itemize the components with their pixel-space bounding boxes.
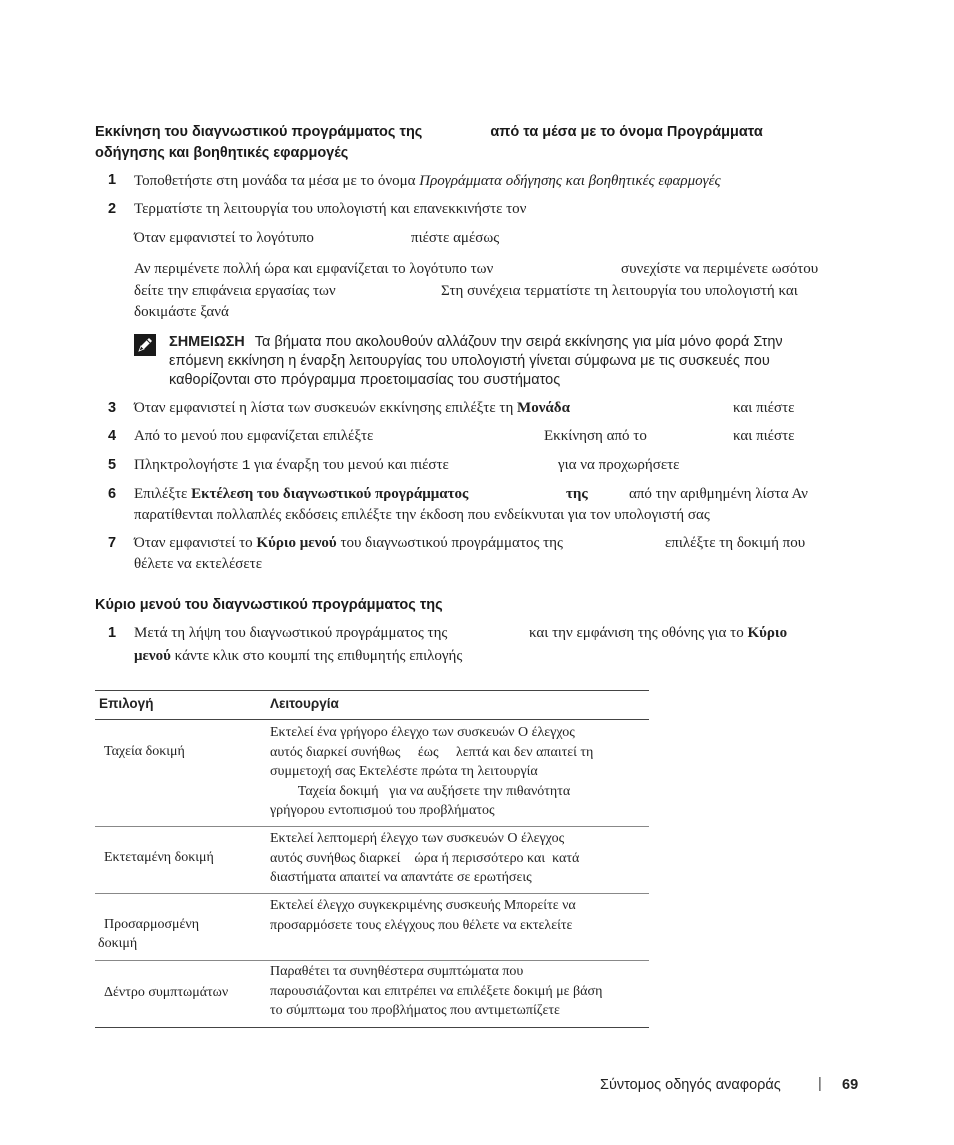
wait-instruction-b: συνεχίστε να περιμένετε ωσότου — [621, 261, 819, 277]
heading-part-2: από τα μέσα με το όνομα Προγράμματα — [490, 124, 763, 140]
step-text-bold2 — [566, 484, 588, 505]
table-row-rule — [95, 893, 649, 894]
description-line: αυτός διαρκεί συνήθως έως λεπτά και δεν απαιτεί τη — [270, 744, 594, 760]
step-text: Τερματίστε τη λειτουργία του υπολογιστή και επανεκκινήστε τον — [134, 201, 527, 217]
table-row-rule — [95, 960, 649, 961]
table-top-rule — [95, 690, 649, 691]
description-line: παρουσιάζονται και επιτρέπει να επιλέξετε δοκιμή με βάση — [270, 983, 603, 999]
footer-separator: | — [818, 1076, 822, 1092]
step-text-bold: μενού — [134, 648, 171, 664]
step-text-part: Επιλέξτε — [134, 486, 192, 502]
note-pencil-icon — [134, 334, 156, 356]
description-line: Ταχεία δοκιμή για να αυξήσετε την πιθανότητα — [270, 783, 571, 799]
description-line: προσαρμόσετε τους ελέγχους που θέλετε να εκτελείτε — [270, 917, 573, 933]
step-text-part: Όταν εμφανιστεί το — [134, 535, 257, 551]
step-text-end: και πιέστε — [733, 400, 795, 416]
table-row-option: Δέντρο συμπτωμάτων — [104, 985, 229, 1000]
step-text: Μετά τη λήψη του διαγνωστικού προγράμματος της — [134, 625, 448, 641]
table-row-option: Εκτεταμένη δοκιμή — [104, 850, 214, 865]
step-text-end: από την αριθμημένη λίστα Αν — [629, 486, 808, 502]
step-number: 5 — [108, 457, 117, 473]
table-header-option: Επιλογή — [99, 696, 154, 711]
step-text-line2 — [134, 646, 462, 667]
table-row-option-line2: δοκιμή — [98, 936, 138, 951]
step-text-part: Τοποθετήστε στη μονάδα τα μέσα με το όνομα — [134, 173, 420, 189]
logo-instruction-b: πιέστε αμέσως — [411, 230, 500, 246]
table-bottom-rule — [95, 1027, 649, 1028]
step-text — [134, 171, 721, 192]
step-text-mid — [529, 623, 787, 644]
step-number: 6 — [108, 486, 117, 502]
step-text — [134, 484, 468, 505]
table-row-option: Προσαρμοσμένη — [104, 917, 200, 932]
step-text-key: 1 — [241, 458, 251, 474]
step-text — [134, 533, 563, 554]
step-text-line2: θέλετε να εκτελέσετε — [134, 556, 262, 572]
step-text-mid: Εκκίνηση από το — [544, 428, 647, 444]
step-text-bold: της — [566, 486, 588, 502]
step-number: 4 — [108, 428, 117, 444]
description-line: Παραθέτει τα συνηθέστερα συμπτώματα που — [270, 964, 524, 979]
step-number: 3 — [108, 400, 117, 416]
step-text-part: κάντε κλικ στο κουμπί της επιθυμητής επιλογής — [170, 648, 463, 664]
step-text-part: για έναρξη του μενού και πιέστε — [250, 457, 449, 473]
table-row-rule — [95, 826, 649, 827]
step-text-bold: Κύριο μενού — [256, 535, 337, 551]
table-row-description — [270, 962, 602, 1021]
step-text-bold: Εκτέλεση του διαγνωστικού προγράμματος — [191, 486, 469, 502]
table-row-description — [270, 829, 579, 888]
wait-instruction-a: Αν περιμένετε πολλή ώρα και εμφανίζεται το λογότυπο των — [134, 261, 494, 277]
description-line: Εκτελεί ένα γρήγορο έλεγχο των συσκευών Ο έλεγχος — [270, 725, 575, 740]
description-line: Εκτελεί έλεγχο συγκεκριμένης συσκευής Μπορείτε να — [270, 898, 576, 913]
step-number: 7 — [108, 535, 117, 551]
wait-instruction-d: Στη συνέχεια τερματίστε τη λειτουργία του υπολογιστή και — [441, 283, 798, 299]
footer-title: Σύντομος οδηγός αναφοράς — [600, 1077, 781, 1093]
step-text-italic: Προγράμματα οδήγησης και βοηθητικές εφαρμογές — [419, 173, 721, 189]
section-heading — [95, 122, 763, 164]
wait-instruction-e: δοκιμάστε ξανά — [134, 304, 229, 320]
step-text-bold: Μονάδα — [517, 400, 570, 416]
step-text-end: και πιέστε — [733, 428, 795, 444]
step-text-end: επιλέξτε τη δοκιμή που — [665, 535, 806, 551]
step-text-end: για να προχωρήσετε — [558, 457, 680, 473]
step-text — [134, 455, 449, 477]
step-text-part: Πληκτρολογήστε — [134, 457, 242, 473]
note-text-1: Τα βήματα που ακολουθούν αλλάζουν την σειρά εκκίνησης για μία μόνο φορά Στην — [254, 334, 783, 350]
step-number: 2 — [108, 201, 117, 217]
step-number: 1 — [108, 625, 117, 641]
logo-instruction-a: Όταν εμφανιστεί το λογότυπο — [134, 230, 314, 246]
table-row-description — [270, 723, 593, 821]
heading-part-3: οδήγησης και βοηθητικές εφαρμογές — [95, 145, 349, 161]
table-header-function: Λειτουργία — [270, 696, 339, 711]
table-row-option: Ταχεία δοκιμή — [104, 744, 185, 759]
section2-heading: Κύριο μενού του διαγνωστικού προγράμματος της — [95, 597, 443, 613]
step-text-part: του διαγνωστικού προγράμματος της — [336, 535, 563, 551]
step-text-part: και την εμφάνιση της οθόνης για το — [529, 625, 748, 641]
note-line-1 — [169, 333, 783, 352]
description-line: Εκτελεί λεπτομερή έλεγχο των συσκευών Ο έλεγχος — [270, 831, 565, 846]
description-line: γρήγορου εντοπισμού του προβλήματος — [270, 803, 495, 818]
description-line: διαστήματα απαιτεί να απαντάτε σε ερωτήσεις — [270, 870, 532, 885]
step-text: Από το μενού που εμφανίζεται επιλέξτε — [134, 428, 374, 444]
note-line-2: επόμενη εκκίνηση η έναρξη λειτουργίας του υπολογιστή γίνεται σύμφωνα με τις συσκευές που — [169, 353, 770, 369]
description-line: αυτός συνήθως διαρκεί ώρα ή περισσότερο και κατά — [270, 850, 580, 866]
step-number: 1 — [108, 172, 117, 188]
step-text-bold: Κύριο — [747, 625, 788, 641]
description-line: συμμετοχή σας Εκτελέστε πρώτα τη λειτουργία — [270, 764, 538, 779]
table-header-rule — [95, 719, 649, 720]
note-line-3: καθορίζονται στο πρόγραμμα προετοιμασίας του συστήματος — [169, 372, 561, 388]
table-row-description — [270, 896, 576, 935]
description-line: το σύμπτωμα του προβλήματος που αντιμετωπίζετε — [270, 1003, 560, 1018]
step-text-part: Όταν εμφανιστεί η λίστα των συσκευών εκκίνησης επιλέξτε τη — [134, 400, 518, 416]
step-text — [134, 398, 570, 419]
wait-instruction-c: δείτε την επιφάνεια εργασίας των — [134, 283, 336, 299]
heading-part-1: Εκκίνηση του διαγνωστικού προγράμματος της — [95, 124, 423, 140]
step-text-line2: παρατίθενται πολλαπλές εκδόσεις επιλέξτε την έκδοση που ενδείκνυται για τον υπολογιστή σας — [134, 507, 710, 523]
note-label: ΣΗΜΕΙΩΣΗ — [169, 334, 245, 350]
page-number: 69 — [842, 1077, 859, 1093]
